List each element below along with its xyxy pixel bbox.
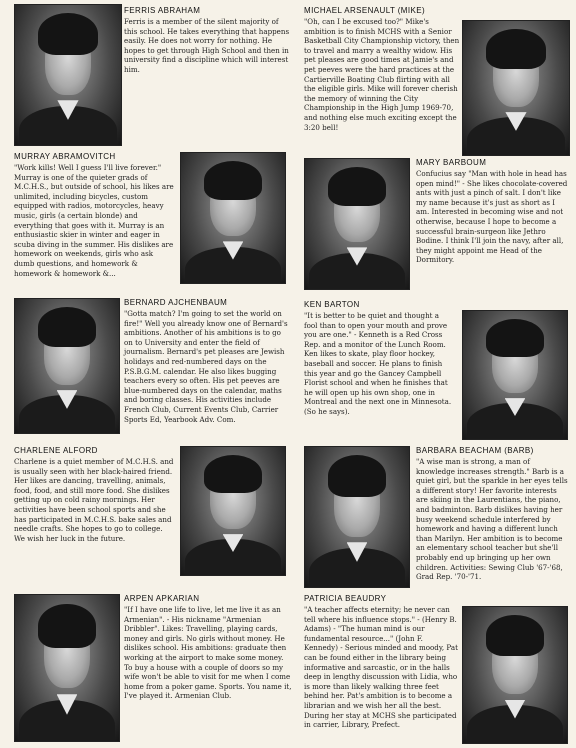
student-name: MURRAY ABRAMOVITCH — [14, 152, 116, 161]
entry-ferris-abraham — [124, 6, 292, 75]
entry-ken-barton — [304, 300, 454, 417]
entry-barbara-beacham — [416, 446, 570, 582]
student-photo-bernard-ajchenbaum — [14, 298, 120, 434]
student-photo-ferris-abraham — [14, 4, 122, 146]
student-photo-arpen-apkarian — [14, 594, 120, 742]
student-bio: "If I have one life to live, let me live it as an Armenian". - His nickname "Armenian Dribbler". Likes: Travelling, playing cards, money and girls. No girls without money. He dislikes school. His ambitions: graduate then working at the airport to make some money. To buy a house with a couple of doors so my wife won't be able to visit for me when I come home from a poker game. Sports. You name it, I've played it. Armenian Club. — [124, 605, 292, 701]
student-bio: "It is better to be quiet and thought a fool than to open your mouth and prove you are one." - Kenneth is a Red Cross Rep. and a monitor of the Lunch Room. Ken likes to skate, play floor hockey, baseball and soccer. He plans to finish this year and go the Gancey Campbell Florist school and when he finishes that he will open up his own shop, one in Montreal and the next one in Minnesota. (So he says). — [304, 311, 452, 416]
student-photo-patricia-beaudry — [462, 606, 568, 744]
entry-arpen-apkarian — [124, 594, 292, 701]
student-bio: "Oh, can I be excused too?" Mike's ambition is to finish MCHS with a Senior Basketball City Championship victory, then to travel and marry a wealthy widow. His pet pleases are good times at Jamie's and pet peeves were the hard practices at the Cartierville Boating Club flirting with all the eligible girls. Mike will forever cherish the memory of winning the City Championship in the High Jump 1969-70, and nothing else much exciting except the 3:20 bell! — [304, 17, 460, 132]
student-name: KEN BARTON — [304, 300, 360, 309]
student-photo-murray-abramovitch — [180, 152, 286, 284]
student-bio: "Work kills! Well I guess I'll live forever." Murray is one of the quieter grads of M.C.H.S., but outside of school, his likes are unlimited, including bicycles, custom equipped with radios, motorcycles, heavy music, girls (a certain blonde) and everything that goes with it. Murray is an enthusiastic skier in winter and eager in scuba diving in the summer. His dislikes are homework on weekends, girls who ask dumb questions, and homework & homework & homework &... — [14, 163, 174, 278]
student-name: BERNARD AJCHENBAUM — [124, 298, 228, 307]
student-bio: "A teacher affects eternity; he never can tell where his influence stops." - (Henry B. Adams) - "The human mind is our fundamental resource..." (John F. Kennedy) - Serious minded and moody, Pat can be found either in the library being informative and sarcastic, or in the halls deep in lengthy discussion with Lidia, who is more than likely walking three feet behind her. Pat's ambition is to become a librarian and we wish her all the best. During her stay at MCHS she participated in carrier, Library, Prefect. — [304, 605, 458, 730]
student-name: ARPEN APKARIAN — [124, 594, 200, 603]
entry-bernard-ajchenbaum — [124, 298, 292, 424]
student-name: MARY BARBOUM — [416, 158, 487, 167]
entry-michael-arsenault — [304, 6, 462, 132]
student-name: CHARLENE ALFORD — [14, 446, 98, 455]
student-name: PATRICIA BEAUDRY — [304, 594, 387, 603]
student-photo-mary-barboum — [304, 158, 410, 290]
entry-murray-abramovitch — [14, 152, 174, 278]
entry-patricia-beaudry — [304, 594, 458, 730]
student-photo-ken-barton — [462, 310, 568, 440]
student-bio: "Gotta match? I'm going to set the world on fire!" Well you already know one of Bernard's ambitions. Another of his ambitions is to go on to University and enter the field of journalism. Bernard's pet pleases are Jewish holidays and red-numbered days on the P.S.B.G.M. calendar. He also likes bugging teachers every so often. His pet peeves are blue-numbered days on the calendar, maths and boring classes. His activities include French Club, Current Events Club, Carrier Sports Ed, Yearbook Adv. Com. — [124, 309, 288, 424]
entry-charlene-alford — [14, 446, 174, 543]
student-photo-michael-arsenault — [462, 20, 570, 156]
student-bio: Ferris is a member of the silent majority of this school. He takes everything that happens easily. He does not worry for nothing. He hopes to get through High School and then in university find a discipline which will interest him. — [124, 17, 290, 74]
student-photo-barbara-beacham — [304, 446, 410, 588]
student-name: BARBARA BEACHAM (BARB) — [416, 446, 534, 455]
student-bio: "A wise man is strong, a man of knowledge increases strength." Barb is a quiet girl, but the sparkle in her eyes tells a different story! Her favorite interests are skiing in the Laurentians, the piano, and badminton. Barb dislikes having her busy weekend schedule interfered by homework and having a different lunch than Marilyn. Her ambition is to become an elementary school teacher but she'll probably end up bringing up her own children. Activities: Sewing Club '67-'68, Grad Rep. '70-'71. — [416, 457, 568, 582]
entry-mary-barboum — [416, 158, 570, 265]
student-bio: Charlene is a quiet member of M.C.H.S. and is usually seen with her black-haired friend. Her likes are dancing, travelling, animals, food, food, and still more food. She dislikes getting up on cold rainy mornings. Her activities have been school sports and she has participated in M.C.H.S. bake sales and needle crafts. She hopes to go to college. We wish her luck in the future. — [14, 457, 174, 543]
student-name: FERRIS ABRAHAM — [124, 6, 201, 15]
student-bio: Confucius say "Man with hole in head has open mind!" - She likes chocolate-covered ants with just a pinch of salt. I don't like my name because it's just as short as I am. Interested in becoming wise and not otherwise, because I hope to become a successful brain-surgeon like Jethro Bodine. I think I'll join the navy, after all, they might appoint me Head of the Dormitory. — [416, 169, 568, 265]
student-name: MICHAEL ARSENAULT (MIKE) — [304, 6, 426, 15]
student-photo-charlene-alford — [180, 446, 286, 576]
